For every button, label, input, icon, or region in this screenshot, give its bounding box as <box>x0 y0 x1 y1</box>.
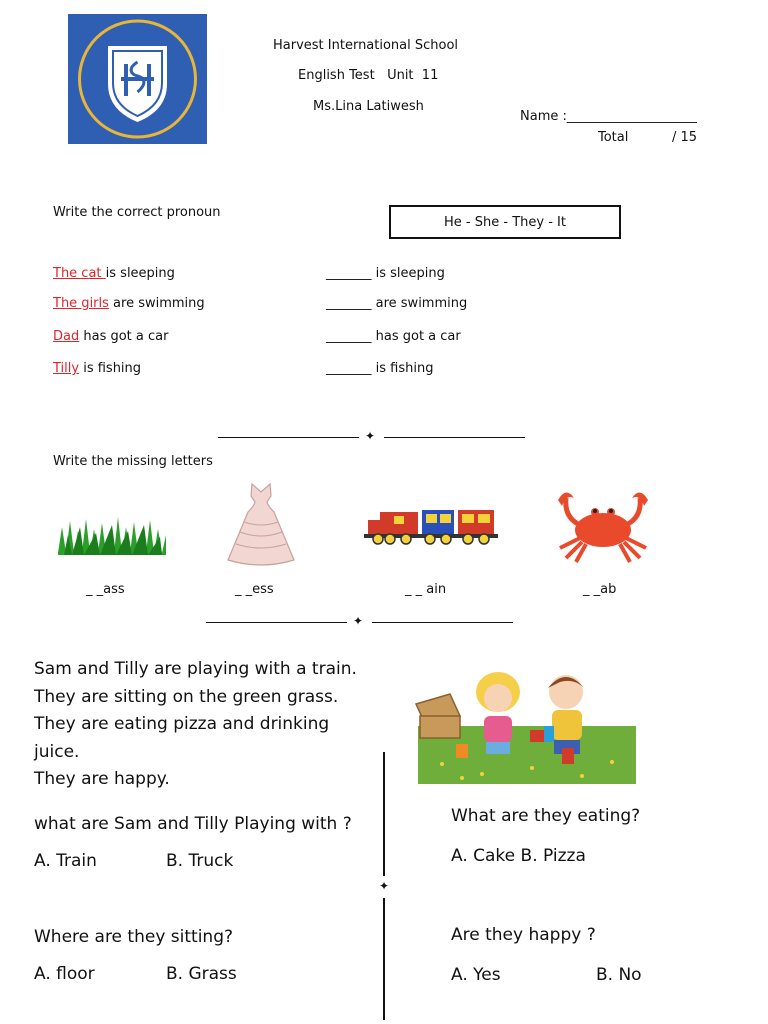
divider-ornament-icon: ✦ <box>379 879 390 893</box>
answer-line-3[interactable]: _______ has got a car <box>326 329 461 344</box>
teacher-name: Ms.Lina Latiwesh <box>313 99 424 114</box>
question-3: What are they eating? <box>451 806 641 826</box>
divider-line <box>206 622 347 623</box>
vertical-divider <box>383 752 385 876</box>
vertical-divider <box>383 898 385 1020</box>
divider-ornament-icon: ✦ <box>353 614 364 628</box>
test-title: English Test Unit 11 <box>298 68 439 83</box>
q4-option-b[interactable]: B. No <box>596 965 642 985</box>
sentence-subject: The cat <box>53 266 106 281</box>
sentence-2 <box>53 296 205 311</box>
sentence-predicate: is sleeping <box>105 266 175 281</box>
question-2: Where are they sitting? <box>34 927 234 947</box>
blank-crab[interactable]: _ _ab <box>583 582 617 597</box>
sentence-1 <box>53 266 175 281</box>
sentence-predicate: is fishing <box>79 361 142 376</box>
q1-option-b[interactable]: B. Truck <box>166 851 234 871</box>
school-name: Harvest International School <box>273 38 459 53</box>
sentence-subject: Dad <box>53 329 80 344</box>
blank-grass[interactable]: _ _ass <box>86 582 125 597</box>
answer-line-2[interactable]: _______ are swimming <box>326 296 468 311</box>
sentence-3 <box>53 329 168 344</box>
sentence-subject: The girls <box>53 296 109 311</box>
divider-ornament-icon: ✦ <box>365 429 376 443</box>
blank-dress[interactable]: _ _ess <box>235 582 274 597</box>
passage-line: juice. <box>34 741 80 762</box>
q1-option-a[interactable]: A. Train <box>34 851 97 871</box>
q4-option-a[interactable]: A. Yes <box>451 965 501 985</box>
divider-line <box>218 437 359 438</box>
question-4: Are they happy ? <box>451 925 596 945</box>
answer-line-4[interactable]: _______ is fishing <box>326 361 434 376</box>
dress-picture <box>222 482 300 570</box>
train-picture <box>364 506 500 550</box>
passage-line: They are eating pizza and drinking <box>34 714 330 734</box>
missing-letters-instruction: Write the missing letters <box>53 454 213 469</box>
total-label: Total <box>598 130 629 145</box>
q3-options[interactable]: A. Cake B. Pizza <box>451 846 586 866</box>
sentence-predicate: has got a car <box>79 329 169 344</box>
sentence-predicate: are swimming <box>108 296 205 311</box>
passage-line: Sam and Tilly are playing with a train. <box>34 659 357 679</box>
question-1: what are Sam and Tilly Playing with ? <box>34 814 352 834</box>
sentence-subject: Tilly <box>53 361 80 376</box>
blank-train[interactable]: _ _ ain <box>405 582 447 597</box>
passage-line: They are happy. <box>34 769 170 789</box>
school-logo <box>68 14 207 144</box>
crab-picture <box>552 488 654 568</box>
name-field[interactable]: Name :____________________ <box>520 109 697 124</box>
grass-picture <box>56 513 168 559</box>
pronoun-options-box <box>389 205 621 239</box>
picnic-illustration <box>412 664 636 784</box>
answer-line-1[interactable]: _______ is sleeping <box>326 266 445 281</box>
reading-passage <box>34 656 357 794</box>
total-score: / 15 <box>672 130 698 145</box>
sentence-4 <box>53 361 141 376</box>
q2-option-a[interactable]: A. floor <box>34 964 95 984</box>
divider-line <box>384 437 525 438</box>
pronoun-options: He - She - They - It <box>444 214 566 230</box>
divider-line <box>372 622 513 623</box>
q2-option-b[interactable]: B. Grass <box>166 964 237 984</box>
passage-line: They are sitting on the green grass. <box>34 686 339 707</box>
pronoun-instruction: Write the correct pronoun <box>53 205 221 220</box>
